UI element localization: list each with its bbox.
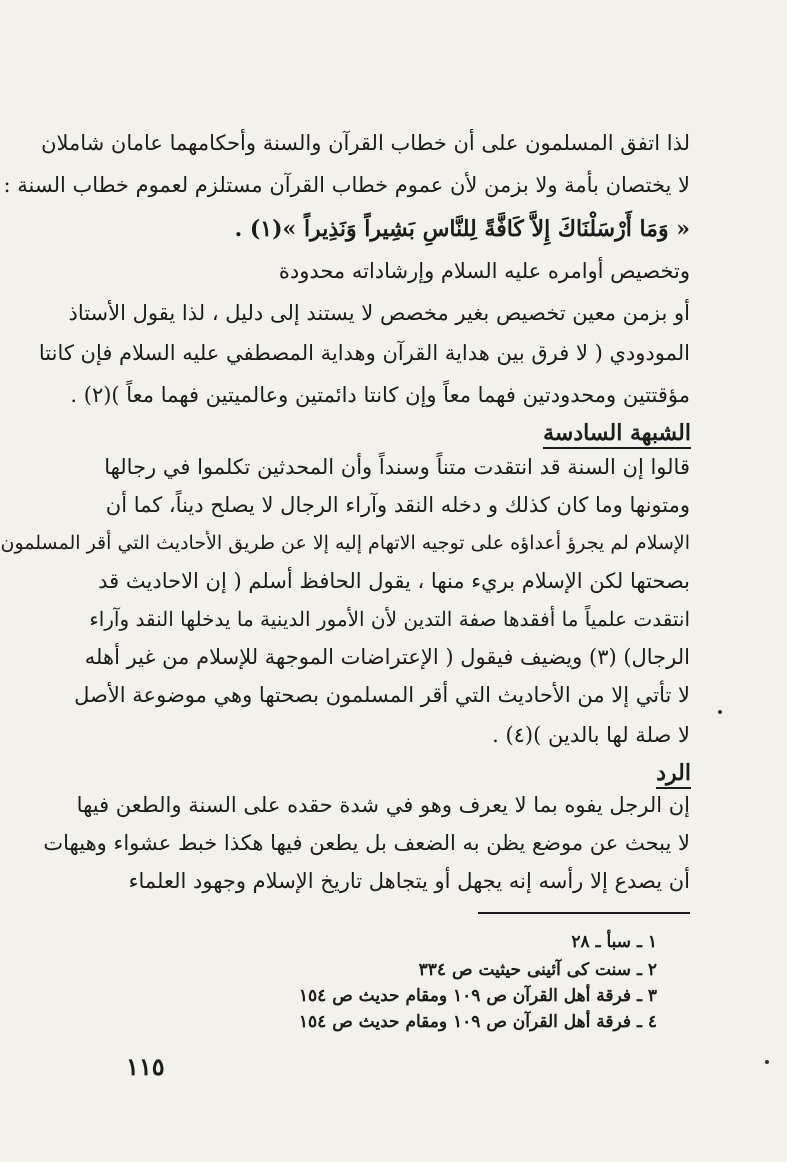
text-line: لا تأتي إلا من الأحاديث التي أقر المسلمون بصحتها وهي موضوعة الأصل <box>74 683 690 707</box>
footnote-2: ٢ ـ سنت كى آئينى حيثيت ص ٣٣٤ <box>418 960 657 980</box>
text-line: إن الرجل يفوه بما لا يعرف وهو في شدة حقده على السنة والطعن فيها <box>76 793 690 817</box>
text-line: الرجال) (٣) ويضيف فيقول ( الإعتراضات الموجهة للإسلام من غير أهله <box>84 645 690 669</box>
section-heading-reply: الرد <box>656 760 691 789</box>
text-line: الإسلام لم يجرؤ أعداؤه على توجيه الاتهام إليه إلا عن طريق الأحاديث التي أقر المسلمون <box>0 532 690 554</box>
footnote-3: ٣ ـ فرقة أهل القرآن ص ١٠٩ ومقام حديث ص ١٥٤ <box>298 986 657 1006</box>
footnote-separator <box>478 912 690 914</box>
text-line: أو بزمن معين تخصيص بغير مخصص لا يستند إلى دليل ، لذا يقول الأستاذ <box>68 301 690 325</box>
quran-verse: « وَمَا أَرْسَلْنَاكَ إِلاَّ كَافَّةً لِلنَّاسِ بَشِيراً وَنَذِيراً »(١) . <box>234 216 690 242</box>
text-line: وتخصيص أوامره عليه السلام وإرشاداته محدودة <box>278 259 690 283</box>
footnote-1: ١ ـ سبأ ـ ٢٨ <box>571 932 657 952</box>
text-line: لا صلة لها بالدين )(٤) . <box>492 723 690 747</box>
text-line: انتقدت علمياً ما أفقدها صفة التدين لأن الأمور الدينية ما يدخلها النقد وآراء <box>89 607 690 631</box>
text-line: لا يبحث عن موضع يظن به الضعف بل يطعن فيها هكذا خبط عشواء وهيهات <box>43 831 690 855</box>
text-line: مؤقتتين ومحدودتين فهما معاً وإن كانتا دائمتين وعالميتين فهما معاً )(٢) . <box>70 383 690 407</box>
footnote-4: ٤ ـ فرقة أهل القرآن ص ١٠٩ ومقام حديث ص ١٥٤ <box>298 1012 657 1032</box>
text-line: بصحتها لكن الإسلام بريء منها ، يقول الحافظ أسلم ( إن الاحاديث قد <box>98 569 690 593</box>
section-heading-sixth-doubt: الشبهة السادسة <box>543 420 691 449</box>
text-line: أن يصدع إلا رأسه إنه يجهل أو يتجاهل تاريخ الإسلام وجهود العلماء <box>128 869 690 893</box>
text-line: المودودي ( لا فرق بين هداية القرآن وهداية المصطفي عليه السلام فإن كانتا <box>38 341 690 365</box>
text-line: لا يختصان بأمة ولا بزمن لأن عموم خطاب القرآن مستلزم لعموم خطاب السنة : <box>3 173 690 197</box>
scan-speck <box>765 1060 769 1064</box>
text-line: ومتونها وما كان كذلك و دخله النقد وآراء الرجال لا يصلح ديناً، كما أن <box>105 493 690 517</box>
scan-speck <box>718 710 722 714</box>
text-line: قالوا إن السنة قد انتقدت متناً وسنداً وأن المحدثين تكلموا في رجالها <box>104 455 690 479</box>
page-number: ١١٥ <box>126 1052 165 1081</box>
text-line: لذا اتفق المسلمون على أن خطاب القرآن والسنة وأحكامهما عامان شاملان <box>41 131 690 155</box>
